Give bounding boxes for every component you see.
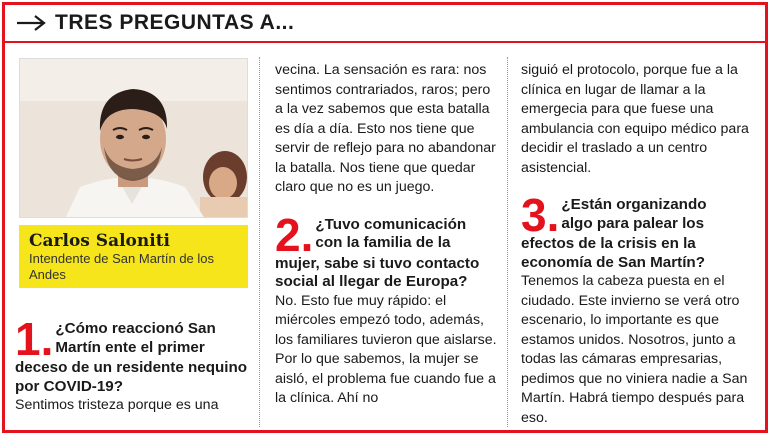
arrow-right-icon — [15, 13, 49, 33]
person-role: Intendente de San Martín de los Andes — [29, 251, 215, 282]
question-1-rest: deceso de un residente nequino por COVID-19? — [15, 359, 248, 395]
question-3-line-2: algo para palear los — [561, 214, 705, 232]
column-1 — [15, 313, 251, 416]
name-box — [19, 225, 248, 288]
column-divider-2 — [507, 57, 508, 427]
answer-2-continued: siguió el protocolo, porque fue a la clínica en lugar de llamar a la emergecia para que fuese una ambulancia con equipo médico para decidir el traslado a un centro asistencial. — [521, 62, 749, 176]
question-3-rest: efectos de la crisis en la economía de San Martín? — [521, 235, 705, 271]
question-3-line-1: ¿Están organizando — [561, 196, 707, 213]
question-3 — [521, 189, 751, 241]
person-name: Carlos Saloniti — [29, 231, 171, 251]
question-2-rest: mujer, sabe si tuvo contacto social al llegar de Europa? — [275, 254, 480, 290]
answer-1-start: Sentimos tristeza porque es una — [15, 397, 219, 413]
question-1-number: 1. — [15, 313, 54, 365]
question-1-line-2: Martín ente el primer — [55, 338, 205, 356]
question-2-line-2: con la familia de la — [315, 234, 451, 251]
question-1 — [15, 313, 251, 365]
question-1-line-1: ¿Cómo reaccionó San — [55, 320, 216, 337]
question-2 — [275, 208, 497, 261]
header-rule — [5, 41, 765, 43]
section-title: TRES PREGUNTAS A... — [55, 11, 295, 34]
article-frame — [2, 2, 768, 433]
portrait-photo — [19, 58, 248, 218]
answer-1-continued: vecina. La sensación es rara: nos sentimos contrariados, raros; pero a la vez sabemos que esta batalla es día a día. Esto nos tiene que servir de reflejo para no abandonar la batalla. Nos tiene que quedar claro que no es un juego. — [275, 62, 496, 195]
column-3 — [521, 61, 751, 428]
section-header — [5, 5, 765, 41]
column-divider-1 — [259, 57, 260, 427]
column-2 — [275, 61, 497, 409]
question-2-line-1: ¿Tuvo comunicación — [315, 215, 467, 233]
answer-2-start: No. Esto fue muy rápido: el miércoles empezó todo, además, los familiares tuvieron que aislarse. Por lo que sabemos, la mujer se aisló, el problema fue cuando fue a la clínica. Ahí no — [275, 292, 497, 406]
question-2-number: 2. — [275, 208, 314, 261]
answer-3: Tenemos la cabeza puesta en el ciudado. Este invierno se verá otro escenario, lo importante es que estamos unidos. Nosotros, junto a todas las cámaras empresarias, pedimos que no viniera nadie a San Martín. Habrá tiempo después para eso. — [521, 273, 748, 426]
question-3-number: 3. — [521, 189, 560, 241]
